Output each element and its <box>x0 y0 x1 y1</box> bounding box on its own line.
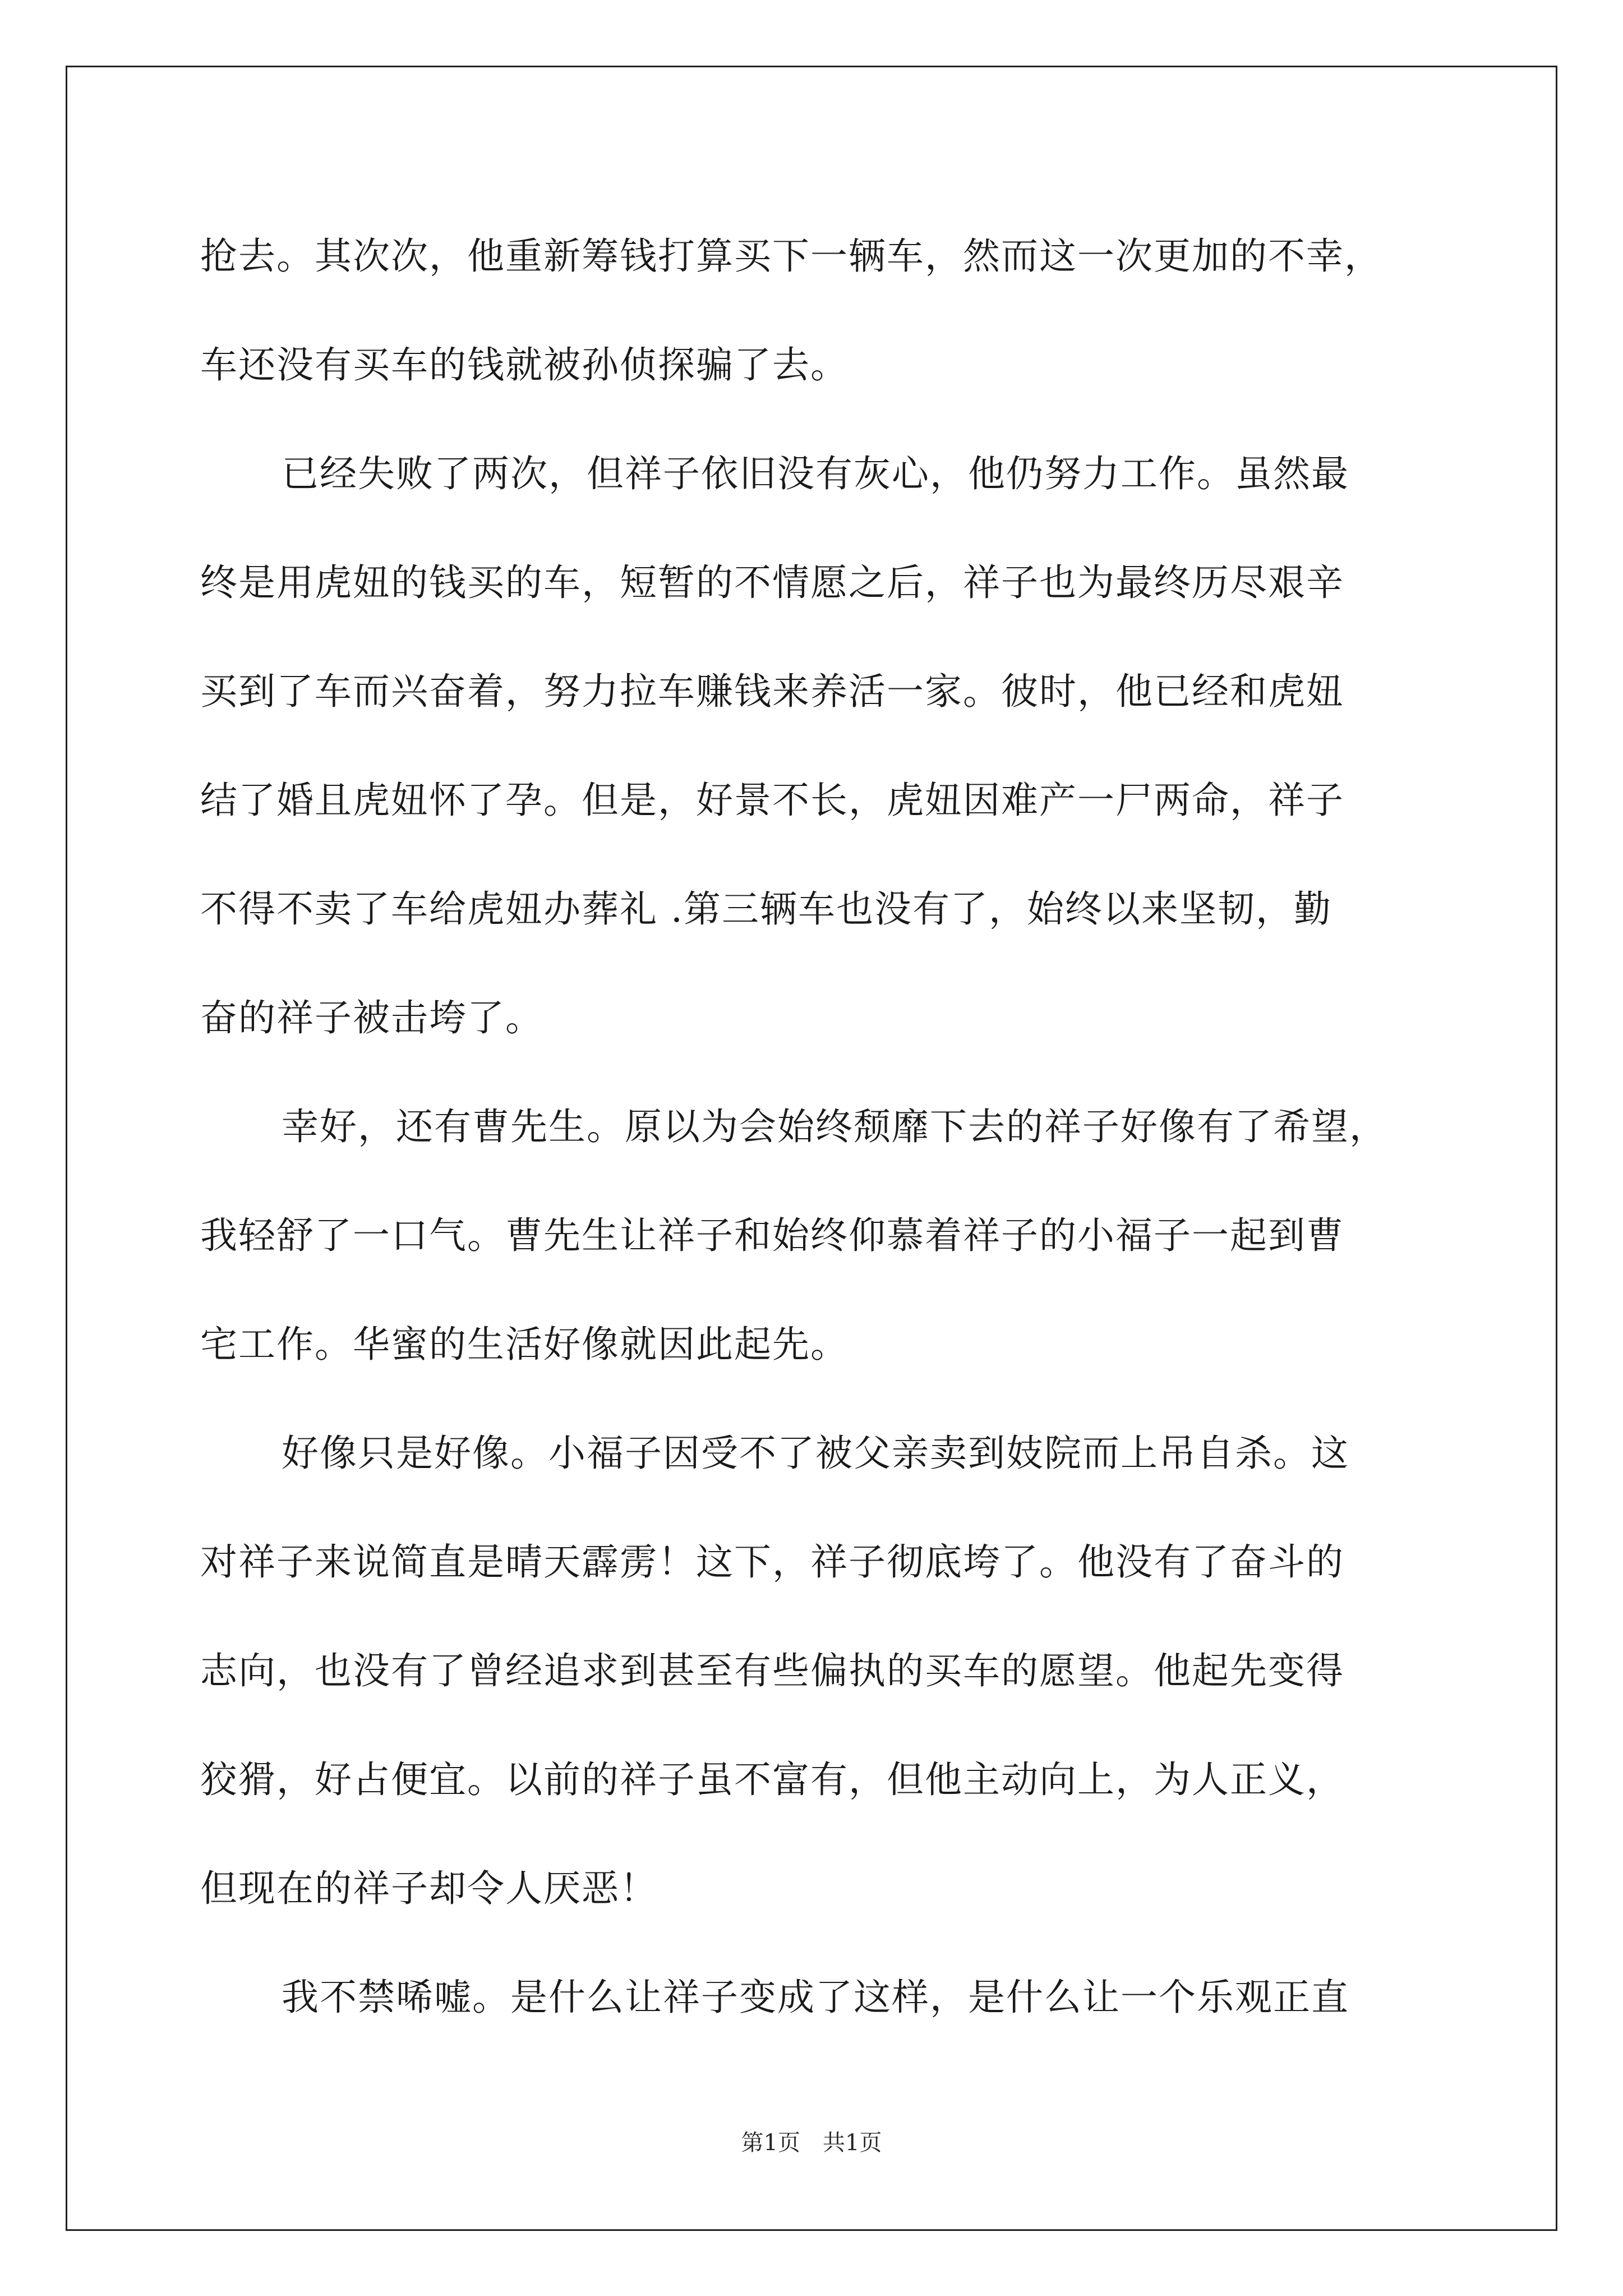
text-line: 宅工作。华蜜的生活好像就因此起先。 <box>200 1323 849 1366</box>
text-line: 车还没有买车的钱就被孙侦探骗了去。 <box>200 343 849 386</box>
text-line: 结了婚且虎妞怀了孕。但是，好景不长，虎妞因难产一尸两命，祥子 <box>200 779 1344 822</box>
page-footer <box>0 2129 1623 2157</box>
text-line: 对祥子来说简直是晴天霹雳！这下，祥子彻底垮了。他没有了奋斗的 <box>200 1540 1344 1584</box>
text-line: 抢去。其次次，他重新筹钱打算买下一辆车，然而这一次更加的不幸， <box>200 234 1382 278</box>
page-number: 第1页 <box>741 2130 800 2156</box>
text-line: 幸好，还有曹先生。原以为会始终颓靡下去的祥子好像有了希望， <box>282 1105 1387 1148</box>
text-line: 已经失败了两次，但祥子依旧没有灰心，他仍努力工作。虽然最 <box>282 452 1349 495</box>
text-line: 志向，也没有了曾经追求到甚至有些偏执的买车的愿望。他起先变得 <box>200 1649 1344 1692</box>
text-line: 但现在的祥子却令人厌恶！ <box>200 1867 658 1910</box>
text-line: 不得不卖了车给虎妞办葬礼 .第三辆车也没有了，始终以来坚韧，勤 <box>200 887 1332 931</box>
text-line: 奋的祥子被击垮了。 <box>200 996 543 1039</box>
text-line: 买到了车而兴奋着，努力拉车赚钱来养活一家。彼时，他已经和虎妞 <box>200 670 1344 713</box>
text-line: 好像只是好像。小福子因受不了被父亲卖到妓院而上吊自杀。这 <box>282 1432 1349 1475</box>
text-line: 我不禁唏嘘。是什么让祥子变成了这样，是什么让一个乐观正直 <box>282 1976 1349 2019</box>
text-line: 我轻舒了一口气。曹先生让祥子和始终仰慕着祥子的小福子一起到曹 <box>200 1214 1344 1257</box>
page-count: 共1页 <box>823 2130 882 2156</box>
text-line: 狡猾，好占便宜。以前的祥子虽不富有，但他主动向上，为人正义， <box>200 1758 1344 1801</box>
document-body <box>200 202 1434 2052</box>
text-line: 终是用虎妞的钱买的车，短暂的不情愿之后，祥子也为最终历尽艰辛 <box>200 561 1344 604</box>
